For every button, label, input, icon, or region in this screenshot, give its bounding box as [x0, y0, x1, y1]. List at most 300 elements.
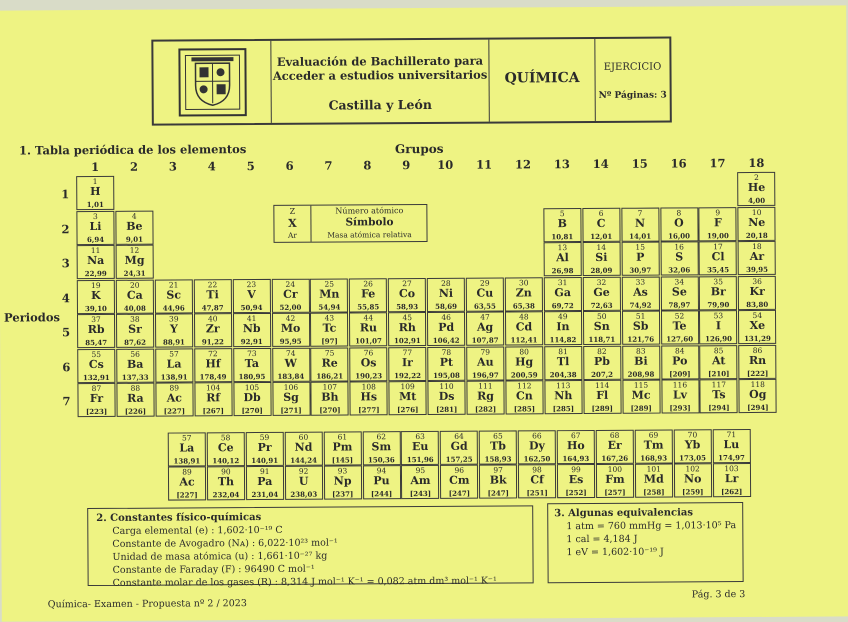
element-symbol: Hg [506, 355, 542, 368]
equivalences-list [566, 519, 736, 559]
atomic-number: 33 [622, 277, 658, 286]
atomic-mass: 196,97 [467, 370, 503, 379]
atomic-mass: 54,94 [311, 302, 347, 311]
element-cell-n [621, 207, 659, 241]
atomic-mass: 162,50 [519, 454, 555, 463]
element-symbol: Mc [623, 389, 659, 402]
atomic-number: 72 [195, 349, 231, 358]
element-symbol: Eu [402, 440, 438, 453]
constant-line: Unidad de masa atómica (u) : 1,661·10⁻²⁷ kg [112, 549, 496, 564]
atomic-number: 18 [739, 242, 775, 251]
atomic-number: 67 [558, 431, 594, 440]
element-symbol: At [701, 354, 737, 367]
atomic-number: 113 [545, 381, 581, 390]
element-cell-pd [427, 312, 465, 346]
element-cell-np [324, 465, 362, 499]
atomic-mass: [285] [506, 404, 542, 413]
atomic-mass: 65,38 [506, 301, 542, 310]
element-cell-yb [673, 429, 711, 463]
atomic-number: 4 [116, 211, 152, 220]
atomic-mass: 88,91 [156, 337, 192, 346]
element-symbol: Ac [169, 475, 205, 488]
element-cell-th [207, 466, 245, 500]
element-cell-ce [207, 432, 245, 466]
element-cell-y [155, 313, 193, 347]
element-symbol: Nb [234, 322, 270, 335]
constant-line: Constante de Avogadro (Nᴀ) : 6,022·10²³ mol⁻¹ [112, 536, 496, 551]
legend-a: Ar [274, 231, 310, 240]
element-cell-ds [428, 381, 466, 415]
element-symbol: Xe [739, 319, 775, 332]
element-cell-ca [116, 279, 154, 313]
atomic-number: 108 [351, 382, 387, 391]
atomic-mass: [247] [441, 489, 477, 498]
element-cell-be [115, 210, 153, 244]
atomic-number: 11 [78, 246, 114, 255]
element-symbol: Bi [623, 354, 659, 367]
atomic-mass: 40,08 [117, 303, 153, 312]
element-symbol: Co [389, 286, 425, 299]
element-cell-b [543, 208, 581, 242]
element-cell-ho [557, 430, 595, 464]
element-symbol: Ne [739, 215, 775, 228]
element-cell-mt [389, 381, 427, 415]
period-number: 6 [56, 360, 76, 374]
atomic-mass: [251] [519, 488, 555, 497]
atomic-mass: [271] [273, 406, 309, 415]
atomic-mass: 107,87 [467, 336, 503, 345]
element-cell-nh [544, 380, 582, 414]
atomic-number: 40 [195, 314, 231, 323]
element-symbol: Cl [700, 250, 736, 263]
atomic-number: 38 [117, 315, 153, 324]
atomic-number: 14 [583, 243, 619, 252]
atomic-number: 81 [545, 347, 581, 356]
atomic-number: 63 [402, 432, 438, 441]
atomic-number: 42 [272, 314, 308, 323]
atomic-mass: 78,97 [661, 300, 697, 309]
element-symbol: Og [740, 388, 776, 401]
atomic-mass: 157,25 [441, 455, 477, 464]
element-cell-pa [246, 466, 284, 500]
element-cell-xe [738, 310, 776, 344]
element-symbol: Md [636, 472, 672, 485]
atomic-number: 57 [156, 349, 192, 358]
atomic-mass: 35,45 [700, 265, 736, 274]
element-cell-la [168, 432, 206, 466]
atomic-number: 53 [700, 311, 736, 320]
element-symbol: Y [156, 322, 192, 335]
groups-label: Grupos [395, 142, 444, 156]
atomic-mass: 20,18 [739, 230, 775, 239]
atomic-mass: 126,90 [701, 334, 737, 343]
element-symbol: Yb [674, 438, 710, 451]
element-symbol: Mn [311, 287, 347, 300]
element-cell-nb [233, 313, 271, 347]
atomic-number: 96 [441, 466, 477, 475]
atomic-number: 118 [740, 380, 776, 389]
element-symbol: C [583, 216, 619, 229]
element-symbol: Ac [156, 391, 192, 404]
atomic-mass: 112,41 [506, 335, 542, 344]
element-symbol: Fm [597, 473, 633, 486]
atomic-number: 17 [700, 242, 736, 251]
equivalence-line: 1 atm = 760 mmHg = 1,013·10⁵ Pa [566, 519, 736, 533]
atomic-number: 31 [545, 278, 581, 287]
element-symbol: S [661, 250, 697, 263]
element-symbol: Be [116, 219, 152, 232]
element-symbol: In [545, 320, 581, 333]
constant-line: Carga elemental (e) : 1,602·10⁻¹⁹ C [112, 523, 496, 538]
atomic-number: 107 [312, 382, 348, 391]
element-symbol: Cd [506, 320, 542, 333]
element-symbol: Ta [234, 356, 270, 369]
atomic-number: 46 [428, 313, 464, 322]
element-symbol: K [78, 288, 114, 301]
logo-cell [153, 41, 271, 124]
element-symbol: Th [208, 475, 244, 488]
element-symbol: Kr [739, 284, 775, 297]
element-cell-sc [155, 279, 193, 313]
atomic-mass: [244] [364, 489, 400, 498]
atomic-number: 59 [247, 433, 283, 442]
atomic-mass: [289] [623, 404, 659, 413]
element-cell-pt [427, 346, 465, 380]
period-numbers [0, 5, 846, 10]
atomic-mass: 9,01 [116, 234, 152, 243]
element-cell-eu [401, 431, 439, 465]
element-symbol: Cu [467, 286, 503, 299]
atomic-number: 6 [583, 208, 619, 217]
atomic-mass: [257] [597, 488, 633, 497]
element-cell-mg [115, 245, 153, 279]
constant-line: Constante molar de los gases (R) : 8,314 J mol⁻¹ K⁻¹ = 0,082 atm dm³ mol⁻¹ K⁻¹ [113, 575, 497, 590]
element-symbol: Lu [713, 438, 749, 451]
atomic-mass: 19,00 [700, 231, 736, 240]
element-cell-ar [738, 241, 776, 275]
atomic-mass: 158,93 [480, 454, 516, 463]
element-symbol: Ru [350, 321, 386, 334]
element-cell-tl [544, 346, 582, 380]
equivalences-box [547, 502, 743, 583]
element-symbol: Zn [506, 286, 542, 299]
element-cell-rf [194, 382, 232, 416]
atomic-number: 86 [739, 345, 775, 354]
element-symbol: Fe [350, 287, 386, 300]
element-cell-cf [518, 464, 556, 498]
element-cell-sg [272, 382, 310, 416]
atomic-mass: 79,90 [700, 300, 736, 309]
element-symbol: Sr [117, 323, 153, 336]
atomic-number: 105 [234, 383, 270, 392]
element-cell-si [582, 242, 620, 276]
element-symbol: Nh [545, 389, 581, 402]
element-cell-am [401, 465, 439, 499]
element-symbol: Bk [480, 473, 516, 486]
atomic-mass: 232,04 [208, 490, 244, 499]
atomic-number: 76 [351, 348, 387, 357]
atomic-number: 97 [480, 465, 516, 474]
atomic-number: 44 [350, 313, 386, 322]
element-symbol: Br [700, 285, 736, 298]
legend-a-label: Masa atómica relativa [312, 230, 426, 240]
element-cell-ru [349, 312, 387, 346]
atomic-number: 106 [273, 383, 309, 392]
atomic-mass: [227] [156, 406, 192, 415]
element-cell-pm [323, 431, 361, 465]
element-symbol: Ar [739, 250, 775, 263]
atomic-number: 25 [311, 279, 347, 288]
element-symbol: N [622, 216, 658, 229]
atomic-number: 54 [739, 311, 775, 320]
atomic-mass: 83,80 [739, 299, 775, 308]
element-cell-md [635, 463, 673, 497]
atomic-number: 22 [194, 280, 230, 289]
element-symbol: Lv [662, 388, 698, 401]
element-symbol: Sg [273, 391, 309, 404]
element-symbol: Rb [78, 323, 114, 336]
element-cell-tb [479, 430, 517, 464]
atomic-mass: 204,38 [545, 370, 581, 379]
element-cell-zr [194, 313, 232, 347]
atomic-number: 99 [558, 465, 594, 474]
header-line2: Acceder a estudios universitarios [272, 68, 489, 83]
element-cell-sr [116, 314, 154, 348]
element-cell-og [739, 379, 777, 413]
element-cell-kr [738, 275, 776, 309]
atomic-mass: [97] [312, 336, 348, 345]
atomic-mass: 39,95 [739, 265, 775, 274]
atomic-number: 23 [233, 279, 269, 288]
atomic-number: 48 [506, 312, 542, 321]
atomic-mass: [252] [558, 488, 594, 497]
element-cell-ba [116, 348, 154, 382]
atomic-mass: 138,91 [156, 372, 192, 381]
element-symbol: Ds [429, 390, 465, 403]
element-cell-dy [518, 430, 556, 464]
atomic-number: 69 [636, 430, 672, 439]
element-symbol: Nd [285, 441, 321, 454]
group-number: 4 [193, 159, 231, 173]
element-cell-pb [583, 345, 621, 379]
atomic-number: 27 [389, 278, 425, 287]
group-number: 15 [621, 157, 659, 171]
atomic-mass: 12,01 [583, 231, 619, 240]
element-cell-he [737, 172, 775, 206]
element-symbol: Cn [506, 389, 542, 402]
element-symbol: Hf [195, 357, 231, 370]
atomic-number: 85 [701, 346, 737, 355]
atomic-number: 39 [156, 314, 192, 323]
atomic-mass: 200,59 [506, 370, 542, 379]
atomic-number: 73 [234, 348, 270, 357]
legend-x: X [274, 217, 310, 230]
atomic-number: 114 [584, 381, 620, 390]
atomic-mass: 121,76 [623, 335, 659, 344]
atomic-number: 41 [234, 314, 270, 323]
atomic-number: 61 [324, 432, 360, 441]
element-cell-cm [440, 465, 478, 499]
header-box [151, 36, 672, 125]
atomic-number: 50 [584, 312, 620, 321]
subject: QUÍMICA [490, 71, 595, 86]
element-symbol: Np [325, 474, 361, 487]
element-cell-er [596, 430, 634, 464]
atomic-mass: 1,01 [77, 200, 113, 209]
element-cell-u [285, 466, 323, 500]
atomic-mass: 137,33 [117, 372, 153, 381]
atomic-number: 60 [285, 433, 321, 442]
atomic-number: 7 [622, 208, 658, 217]
element-symbol: Re [312, 356, 348, 369]
element-symbol: Ce [208, 441, 244, 454]
element-cell-o [660, 207, 698, 241]
atomic-number: 47 [467, 313, 503, 322]
atomic-mass: 150,36 [363, 455, 399, 464]
header-line1: Evaluación de Bachillerato para [271, 54, 488, 69]
atomic-mass: [209] [662, 369, 698, 378]
element-cell-la [155, 348, 193, 382]
element-symbol: Ga [545, 286, 581, 299]
atomic-number: 13 [544, 243, 580, 252]
f-block [0, 5, 846, 10]
atomic-mass: 132,91 [78, 372, 114, 381]
atomic-mass: 10,81 [544, 232, 580, 241]
element-symbol: Si [583, 251, 619, 264]
atomic-mass: [247] [480, 488, 516, 497]
atomic-number: 70 [674, 430, 710, 439]
atomic-mass: 178,49 [195, 372, 231, 381]
element-cell-rn [738, 344, 776, 378]
atomic-mass: 55,85 [350, 302, 386, 311]
element-cell-i [699, 310, 737, 344]
element-cell-cu [466, 277, 504, 311]
footer-right: Pág. 3 de 3 [692, 589, 746, 600]
element-symbol: Tb [480, 439, 516, 452]
element-symbol: Rf [195, 391, 231, 404]
atomic-number: 117 [701, 380, 737, 389]
element-cell-re [311, 347, 349, 381]
atomic-mass: [243] [402, 489, 438, 498]
atomic-number: 84 [662, 346, 698, 355]
atomic-number: 66 [519, 431, 555, 440]
element-symbol: Ts [701, 388, 737, 401]
group-number: 6 [271, 159, 309, 173]
element-cell-ac [168, 466, 206, 500]
atomic-mass: 14,01 [622, 231, 658, 240]
atomic-mass: 32,06 [661, 265, 697, 274]
atomic-number: 65 [480, 431, 516, 440]
element-cell-fm [596, 464, 634, 498]
element-symbol: Pt [428, 355, 464, 368]
atomic-number: 71 [713, 430, 749, 439]
atomic-mass: 50,94 [234, 302, 270, 311]
element-symbol: La [156, 357, 192, 370]
atomic-mass: 91,22 [195, 337, 231, 346]
element-symbol: B [544, 217, 580, 230]
exercise-cell [595, 38, 669, 120]
element-symbol: Pb [584, 354, 620, 367]
element-symbol: Es [558, 473, 594, 486]
atomic-number: 57 [169, 433, 205, 442]
atomic-number: 2 [738, 173, 774, 182]
element-cell-es [557, 464, 595, 498]
atomic-mass: 168,93 [636, 453, 672, 462]
element-symbol: Cs [78, 357, 114, 370]
element-cell-al [543, 242, 581, 276]
element-symbol: Cm [441, 474, 477, 487]
atomic-mass: 95,95 [273, 337, 309, 346]
atomic-mass: [226] [117, 407, 153, 416]
atomic-mass: 190,23 [351, 371, 387, 380]
atomic-mass: 6,94 [78, 234, 114, 243]
element-cell-cl [699, 241, 737, 275]
atomic-mass: [223] [79, 407, 115, 416]
element-cell-pr [246, 432, 284, 466]
atomic-number: 34 [661, 277, 697, 286]
atomic-mass: 174,97 [713, 453, 749, 462]
group-number: 9 [387, 158, 425, 172]
atomic-number: 90 [208, 467, 244, 476]
element-symbol: Ni [428, 286, 464, 299]
element-symbol: As [622, 285, 658, 298]
period-number: 2 [55, 222, 75, 236]
element-symbol: Mo [273, 322, 309, 335]
element-symbol: U [286, 475, 322, 488]
group-number: 14 [582, 157, 620, 171]
atomic-number: 116 [662, 380, 698, 389]
element-cell-h [76, 176, 114, 210]
coat-of-arms-icon [177, 47, 247, 117]
atomic-number: 55 [78, 349, 114, 358]
legend-z: Z [274, 207, 310, 216]
atomic-number: 89 [156, 383, 192, 392]
atomic-number: 24 [272, 279, 308, 288]
element-symbol: Sc [156, 288, 192, 301]
atomic-number: 29 [467, 278, 503, 287]
element-cell-br [699, 276, 737, 310]
atomic-number: 19 [78, 280, 114, 289]
periodic-table [0, 5, 846, 10]
atomic-number: 51 [623, 312, 659, 321]
element-symbol: Ca [117, 288, 153, 301]
atomic-mass: 85,47 [78, 338, 114, 347]
legend-x-label: Símbolo [312, 216, 426, 229]
atomic-mass: [262] [714, 487, 750, 496]
element-cell-zn [505, 277, 543, 311]
element-cell-s [660, 241, 698, 275]
atomic-mass: 192,22 [390, 370, 426, 379]
atomic-mass: [285] [545, 404, 581, 413]
element-symbol: Zr [195, 322, 231, 335]
atomic-number: 58 [208, 433, 244, 442]
element-symbol: O [661, 216, 697, 229]
atomic-mass: 195,08 [428, 370, 464, 379]
atomic-mass: 131,29 [739, 334, 775, 343]
element-cell-cs [77, 348, 115, 382]
atomic-number: 87 [78, 384, 114, 393]
equivalences-title: 3. Algunas equivalencias [554, 507, 693, 519]
atomic-mass: 22,99 [78, 269, 114, 278]
atomic-mass: 58,93 [389, 301, 425, 310]
group-number: 12 [504, 157, 542, 171]
element-symbol: F [700, 216, 736, 229]
element-symbol: Am [402, 474, 438, 487]
element-cell-pu [362, 465, 400, 499]
atomic-mass: 140,12 [208, 456, 244, 465]
element-cell-bh [311, 381, 349, 415]
element-cell-hs [350, 381, 388, 415]
